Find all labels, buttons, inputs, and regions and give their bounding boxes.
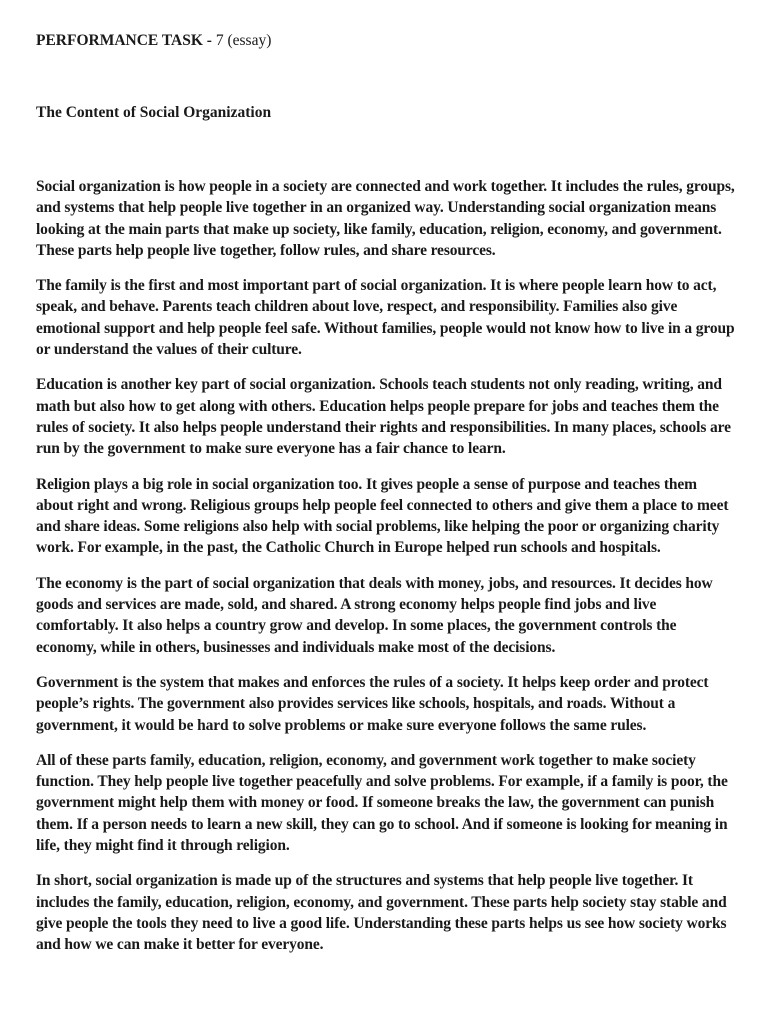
- essay-paragraph: In short, social organization is made up of the structures and systems that help people live together. It includes the family, education, religion, economy, and government. These parts help society stay stable and give people the tools they need to live a good life. Understanding these parts helps us see how society works and how we can make it better for everyone.: [36, 872, 727, 954]
- essay-paragraph: Religion plays a big role in social organization too. It gives people a sense of purpose and teaches them about right and wrong. Religious groups help people feel connected to others and give them a place to meet and share ideas. Some religions also help with social problems, like helping the poor or organizing charity work. For example, in the past, the Catholic Church in Europe helped run schools and hospitals.: [36, 475, 729, 557]
- essay-paragraph: Education is another key part of social organization. Schools teach students not only reading, writing, and math but also how to get along with others. Education helps people prepare for jobs and teaches them the rules of society. It also helps people understand their rights and responsibilities. In many places, schools are run by the government to make sure everyone has a fair chance to learn.: [36, 376, 731, 458]
- essay-body: [36, 176, 736, 970]
- essay-paragraph: The economy is the part of social organization that deals with money, jobs, and resources. It decides how goods and services are made, sold, and shared. A strong economy helps people find jobs and live comfortably. It also helps a country grow and develop. In some places, the government controls the economy, while in others, businesses and individuals make most of the decisions.: [36, 574, 713, 656]
- performance-task-heading: [36, 32, 271, 50]
- task-label: PERFORMANCE TASK -: [36, 32, 212, 49]
- task-subtitle: 7 (essay): [215, 32, 272, 49]
- essay-paragraph: Government is the system that makes and enforces the rules of a society. It helps keep order and protect people’s rights. The government also provides services like schools, hospitals, and roads. Without a government, it would be hard to solve problems or make sure everyone follows the same rules.: [36, 673, 709, 734]
- essay-paragraph: Social organization is how people in a society are connected and work together. It includes the rules, groups, and systems that help people live together in an organized way. Understanding social organization means looking at the main parts that make up society, like family, education, religion, economy, and government. These parts help people live together, follow rules, and share resources.: [36, 178, 735, 259]
- essay-paragraph: All of these parts family, education, religion, economy, and government work together to make society function. They help people live together peacefully and solve problems. For example, if a family is poor, the government might help them with money or food. If someone breaks the law, the government can punish them. If a person needs to learn a new skill, they can go to school. And if someone is looking for meaning in life, they might find it through religion.: [36, 751, 728, 855]
- essay-title: The Content of Social Organization: [36, 104, 272, 121]
- essay-paragraph: The family is the first and most important part of social organization. It is where people learn how to act, speak, and behave. Parents teach children about love, respect, and responsibility. Families also give emotional support and help people feel safe. Without families, people would not know how to live in a group or understand the values of their culture.: [36, 277, 735, 359]
